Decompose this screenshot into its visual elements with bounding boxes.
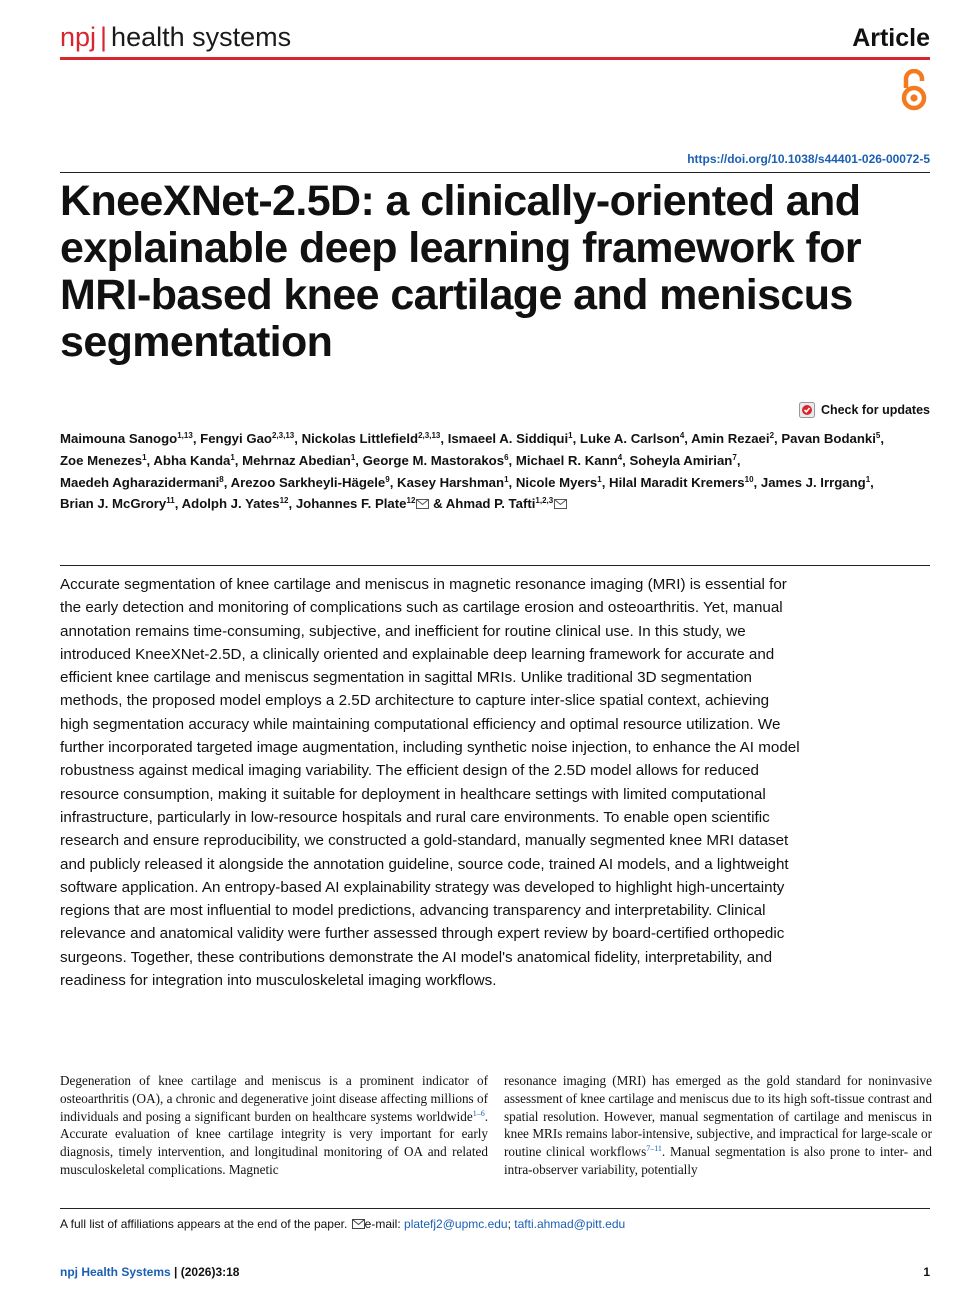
author-name-text: Brian J. McGrory [60, 496, 167, 512]
author-name-text: Nicole Myers [515, 474, 598, 490]
author-name-text: Michael R. Kann [515, 452, 618, 468]
author-affiliation: 6 [504, 452, 509, 462]
page-number: 1 [923, 1265, 930, 1279]
header-rule [60, 57, 930, 60]
article-type-label: Article [852, 24, 930, 52]
email-label: e-mail: [364, 1217, 401, 1231]
footnote-rule [60, 1208, 930, 1209]
affiliations-footnote [60, 1216, 625, 1232]
author-affiliation: 1 [568, 431, 573, 440]
author-separator: , [753, 474, 758, 490]
author-name[interactable] [60, 453, 150, 468]
citation-link[interactable]: 7–11 [646, 1144, 662, 1154]
author-separator: , [192, 431, 197, 446]
check-for-updates-label: Check for updates [820, 403, 930, 417]
journal-separator: | [174, 1265, 178, 1279]
author-name-text: George M. Mastorakos [362, 452, 505, 468]
author-name[interactable] [609, 475, 757, 490]
envelope-icon[interactable] [416, 499, 429, 509]
author-affiliation: 1 [865, 474, 871, 484]
author-separator: , [870, 474, 874, 490]
author-separator: , [174, 496, 179, 512]
author-name-text: Adolph J. Yates [181, 496, 280, 512]
body-right-text: resonance imaging (MRI) has emerged as the gold standard for noninvasive assessment of knee cartilage and meniscus due to its high soft-tissue contrast and spatial resolution. However, manual segmentation of cartilage and meniscus in knee MRIs remains labor-intensive, subjective, and impractical for large-scale or routine clinical workflows [504, 1073, 932, 1160]
author-name-text: James J. Irrgang [760, 474, 866, 490]
author-name[interactable] [580, 431, 688, 446]
author-affiliation: 2,3,13 [418, 431, 441, 440]
brand-name: health systems [111, 22, 292, 52]
citation-link[interactable]: 1–6 [472, 1108, 485, 1118]
journal-brand[interactable] [60, 20, 291, 54]
author-name-text: Soheyla Amirian [629, 452, 733, 468]
author-name-text: Arezoo Sarkheyli-Hägele [230, 474, 386, 490]
author-affiliation: 2,3,13 [271, 431, 295, 440]
abstract-text: Accurate segmentation of knee cartilage and meniscus in magnetic resonance imaging (MRI) is essential for the early detection and monitoring of complications such as cartilage erosion and osteoarthritis. Yet, manual annotation remains time-consuming, subjective, and inefficient for routine clinical use. In this study, we introduced KneeXNet-2.5D, a clinically oriented and explainable deep learning framework for accurate and efficient knee cartilage and meniscus segmentation in sagittal MRIs. Unlike traditional 3D segmentation methods, the proposed model employs a 2.5D architecture to capture inter-slice spatial context, achieving high segmentation accuracy while maintaining computational efficiency and optimal resource utilization. We further incorporated targeted image augmentation, including synthetic noise injection, to enhance the AI model robustness against medical imaging variability. The efficient design of the 2.5D model allows for reduced resource consumption, making it suitable for deployment in healthcare settings with limited computational infrastructure, particularly in low-resource hospitals and rural care environments. To enable open scientific research and ensure reproducibility, we constructed a gold-standard, manually segmented knee MRI dataset and publicly released it alongside the annotation guideline, source code, trained AI models, and a lightweight software application. An entropy-based AI explainability strategy was developed to highlight high-uncertainty regions that are most influential to model predictions, advancing transparency and interpretability. Clinical relevance and anatomical validity were further assessed through expert review by board-certified orthopedic surgeons. Together, these contributions demonstrate the AI model's anatomical fidelity, interpretability, and readiness for integration into musculoskeletal imaging workflows. [60, 576, 800, 990]
email-separator: ; [507, 1217, 511, 1231]
author-separator: , [508, 452, 513, 468]
author-affiliation: 4 [679, 431, 685, 440]
author-affiliation: 12 [279, 496, 289, 506]
journal-name: npj Health Systems [60, 1265, 171, 1279]
author-separator: , [880, 431, 885, 446]
author-affiliation: 8 [219, 474, 224, 484]
doi-link[interactable]: https://doi.org/10.1038/s44401-026-00072-5 [687, 152, 930, 166]
author-separator: , [736, 452, 741, 468]
author-name[interactable] [60, 431, 196, 446]
author-name[interactable] [448, 431, 577, 446]
author-name-text: Pavan Bodanki [781, 431, 876, 446]
author-name[interactable] [630, 453, 741, 468]
article-title: KneeXNet-2.5D: a clinically-oriented and explainable deep learning framework for MRI-based knee cartilage and meniscus segmentation [60, 177, 862, 366]
envelope-icon[interactable] [554, 499, 567, 509]
author-affiliation: 7 [732, 452, 737, 462]
author-affiliation: 12 [406, 496, 416, 506]
author-name[interactable] [296, 496, 430, 511]
author-name[interactable] [433, 496, 567, 511]
author-affiliation: 1,13 [177, 431, 193, 440]
author-name[interactable] [200, 431, 298, 446]
author-separator: , [146, 452, 151, 468]
author-affiliation: 1 [142, 452, 147, 462]
author-separator: , [234, 452, 239, 468]
doi-rule [60, 172, 930, 173]
author-name-text: Johannes F. Plate [295, 496, 407, 512]
email-link-tafti[interactable]: tafti.ahmad@pitt.edu [514, 1217, 626, 1231]
envelope-icon [352, 1219, 365, 1229]
author-name-text: Kasey Harshman [397, 474, 505, 490]
author-affiliation: 1 [230, 452, 235, 462]
author-affiliation: 9 [385, 474, 390, 484]
author-separator: , [389, 474, 394, 490]
author-name-text: & Ahmad P. Tafti [433, 496, 536, 512]
author-affiliation: 5 [875, 431, 881, 440]
author-affiliation: 1 [350, 452, 356, 462]
abstract [60, 573, 800, 992]
journal-volume: (2026)3:18 [180, 1265, 240, 1279]
check-for-updates-icon [799, 402, 815, 418]
author-name-text: Nickolas Littlefield [301, 431, 419, 446]
footnote-text: A full list of affiliations appears at the end of the paper. [60, 1217, 348, 1231]
body-column-right [504, 1072, 932, 1179]
body-column-left [60, 1072, 488, 1179]
author-separator: , [288, 496, 293, 512]
author-name[interactable] [153, 453, 238, 468]
author-name[interactable] [363, 453, 513, 468]
author-affiliation: 4 [617, 452, 623, 462]
author-separator: , [440, 431, 445, 446]
author-name[interactable] [182, 496, 293, 511]
author-name[interactable] [781, 431, 884, 446]
author-name[interactable] [516, 453, 626, 468]
author-name-text: Abha Kanda [153, 452, 231, 468]
author-affiliation: 11 [166, 496, 175, 506]
author-separator: , [355, 452, 359, 468]
author-name[interactable] [691, 431, 778, 446]
author-separator: , [622, 452, 626, 468]
author-affiliation: 2 [769, 431, 775, 440]
author-list [60, 428, 900, 515]
author-name-text: Luke A. Carlson [579, 431, 680, 446]
author-name-text: Fengyi Gao [200, 431, 272, 446]
email-link-plate[interactable]: platefj2@upmc.edu [404, 1217, 508, 1231]
author-name[interactable] [242, 453, 359, 468]
author-separator: , [572, 431, 577, 446]
author-name-text: Maedeh Agharazidermani [60, 474, 220, 490]
author-separator: , [223, 474, 228, 490]
abstract-rule [60, 565, 930, 566]
check-for-updates-button[interactable] [799, 402, 930, 418]
author-name-text: Hilal Maradit Kremers [609, 474, 745, 490]
body-left-text-cont: . Accurate evaluation of knee cartilage integrity is very important for early diagnosis, timely intervention, and longitudinal monitoring of OA and related musculoskeletal complications. Magnetic [60, 1108, 488, 1177]
brand-separator: | [100, 22, 108, 52]
author-separator: , [601, 474, 606, 490]
author-name[interactable] [397, 475, 512, 490]
body-left-text: Degeneration of knee cartilage and meniscus is a prominent indicator of osteoarthritis (OA), a chronic and degenerative joint disease affecting millions of individuals and posing a significant burden on healthcare systems worldwide [60, 1073, 488, 1124]
author-name-text: Ismaeel A. Siddiqui [447, 431, 569, 446]
author-separator: , [684, 431, 688, 446]
author-name-text: Zoe Menezes [60, 452, 143, 468]
author-name-text: Amin Rezaei [691, 431, 770, 446]
author-affiliation: 1 [504, 474, 509, 484]
author-name[interactable] [60, 475, 227, 490]
author-name[interactable] [761, 475, 874, 490]
author-affiliation: 1,2,3 [535, 496, 554, 506]
body-right-text-cont: . Manual segmentation is also prone to inter- and intra-observer variability, potentially [504, 1144, 932, 1177]
brand-prefix: npj [60, 22, 97, 52]
journal-citation[interactable] [60, 1265, 239, 1279]
author-separator: , [294, 431, 298, 446]
author-name-text: Mehrnaz Abedian [242, 452, 351, 468]
author-name[interactable] [302, 431, 444, 446]
author-separator: , [508, 474, 513, 490]
open-access-lock-icon [898, 69, 930, 111]
author-name[interactable] [516, 475, 606, 490]
author-affiliation: 1 [597, 474, 602, 484]
author-separator: , [774, 431, 778, 446]
author-name-text: Maimouna Sanogo [60, 431, 178, 446]
author-name[interactable] [60, 496, 178, 511]
author-affiliation: 10 [744, 474, 754, 484]
author-name[interactable] [231, 475, 394, 490]
